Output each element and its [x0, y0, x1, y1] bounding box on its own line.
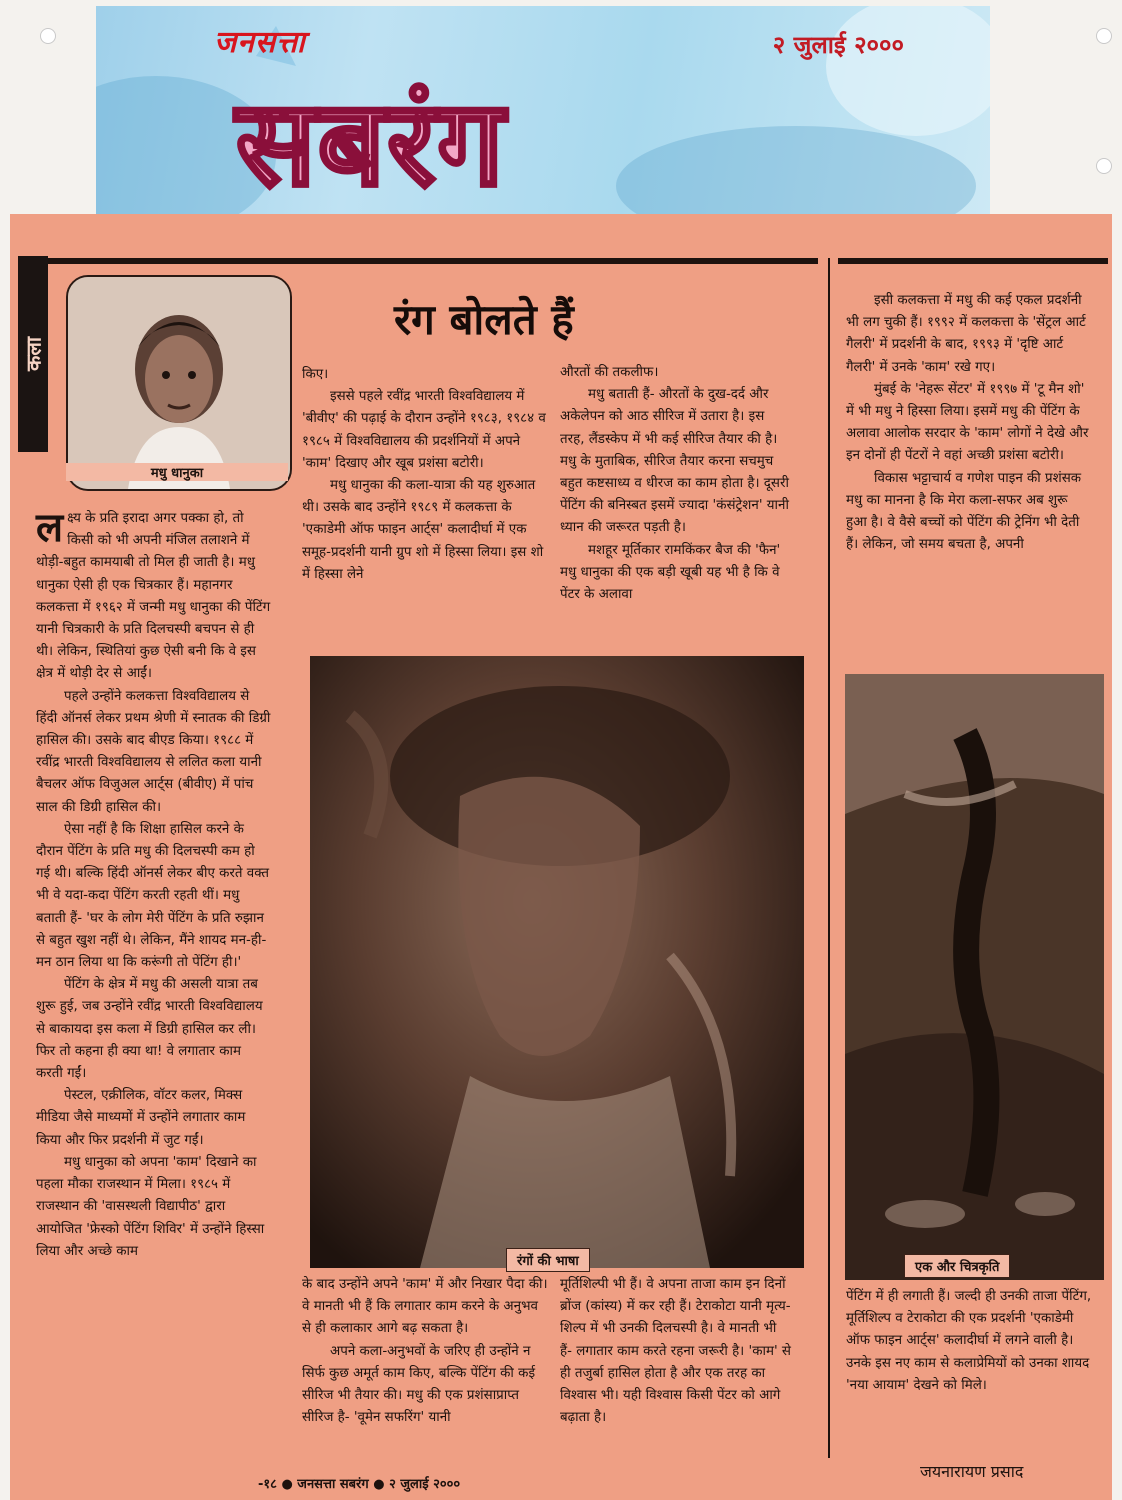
byline: जयनारायण प्रसाद [920, 1462, 1024, 1481]
article-paragraph: औरतों की तकलीफ। [560, 365, 659, 380]
top-rule [18, 258, 818, 264]
right-column-rule [838, 258, 1108, 264]
section-tab: कला [18, 256, 48, 452]
article-paragraph: लक्ष्य के प्रति इरादा अगर पक्का हो, तो किसी को भी अपनी मंजिल तलाशने में थोड़ी-बहुत कामयाबी तो मिल ही जाती है। मधु धानुका ऐसी ही एक चित्रकार हैं। महानगर कलकत्ता में १९६२ में जन्मी मधु धानुका की पेंटिंग यानी चित्रकारी के प्रति दिलचस्पी बचपन से ही थी। लेकिन, स्थितियां कुछ ऐसी बनी कि वे इस क्षेत्र में थोड़ी देर से आईं। [36, 505, 271, 682]
article-column-3-continued [560, 1274, 792, 1429]
article-column-3 [560, 362, 792, 606]
binder-hole [1096, 158, 1112, 174]
main-painting [310, 656, 804, 1268]
author-portrait [66, 275, 292, 491]
article-paragraph: मधु बताती हैं- औरतों के दुख-दर्द और अकेलेपन को आठ सीरिज में उतारा है। इस तरह, लैंडस्केप में भी कई सीरिज तैयार की है। मधु के मुताबिक, सीरिज तैयार करना सचमुच बहुत कष्टसाध्य व धीरज का काम होता है। दूसरी पेंटिंग की बनिस्बत इसमें ज्यादा 'कंसंट्रेशन' यानी ध्यान की जरूरत पड़ती है। [560, 387, 789, 536]
article-paragraph: पेंटिंग में ही लगाती हैं। जल्दी ही उनकी ताजा पेंटिंग, मूर्तिशिल्प व टेराकोटा की एक प्रदर्शनी 'एकाडेमी ऑफ फाइन आर्ट्स' कलादीर्घा में लगने वाली है। उनके इस नए काम से कलाप्रेमियों को उनका शायद 'नया आयाम' देखने को मिले। [846, 1289, 1092, 1393]
article-paragraph: इसी कलकत्ता में मधु की कई एकल प्रदर्शनी भी लग चुकी हैं। १९९२ में कलकत्ता के 'सेंट्रल आर्ट गैलरी' में प्रदर्शनी के बाद, १९९३ में 'दृष्टि आर्ट गैलरी' में उनके 'काम' रखे गए। [846, 293, 1086, 375]
side-painting [845, 674, 1104, 1280]
article-column-2-continued [302, 1274, 548, 1429]
article-paragraph: किए। [302, 367, 329, 382]
column-divider [828, 258, 830, 1458]
dropcap: ल [36, 505, 64, 551]
painting-image [310, 656, 804, 1268]
article-column-2 [302, 364, 548, 586]
main-painting-caption: रंगों की भाषा [506, 1248, 590, 1272]
article-paragraph: पहले उन्होंने कलकत्ता विश्वविद्यालय से हिंदी ऑनर्स लेकर प्रथम श्रेणी में स्नातक की डिग्री हासिल की। उसके बाद बीएड किया। १९८८ में रवींद्र भारती विश्वविद्यालय से ललित कला यानी बैचलर ऑफ विजुअल आर्ट्स (बीवीए) में पांच साल की डिग्री हासिल की। [36, 688, 271, 815]
binder-hole [1096, 28, 1112, 44]
article-paragraph: मधु धानुका की कला-यात्रा की यह शुरुआत थी। उसके बाद उन्होंने १९८९ में कलकत्ता के 'एकाडेमी ऑफ फाइन आर्ट्स' कलादीर्घा में एक समूह-प्रदर्शनी यानी ग्रुप शो में हिस्सा लिया। इस शो में हिस्सा लेने [302, 478, 544, 582]
article-paragraph: मशहूर मूर्तिकार रामकिंकर बैज की 'फैन' मधु धानुका की एक बड़ी खूबी यह भी है कि वे पेंटर के अलावा [560, 542, 781, 603]
page-footer: -१८ ● जनसत्ता सबरंग ● २ जुलाई २००० [258, 1477, 461, 1492]
article-paragraph: पेंटिंग के क्षेत्र में मधु की असली यात्रा तब शुरू हुई, जब उन्होंने रवींद्र भारती विश्वविद्यालय से बाकायदा इस कला में डिग्री हासिल कर ली। फिर तो कहना ही क्या था! वे लगातार काम करती गईं। [36, 977, 263, 1082]
article-column-1 [36, 505, 272, 1263]
article-paragraph: अपने कला-अनुभवों के जरिए ही उन्होंने न सिर्फ कुछ अमूर्त काम किए, बल्कि पेंटिंग की कई सीरिज भी तैयार की। मधु की एक प्रशंसाप्राप्त सीरिज है- 'वूमेन सफरिंग' यानी [302, 1343, 536, 1426]
article-column-4 [846, 290, 1092, 556]
issue-date: २ जुलाई २००० [772, 31, 904, 59]
portrait-image [68, 277, 290, 489]
side-painting-caption: एक और चित्रकृति [904, 1254, 1010, 1278]
article-paragraph: ऐसा नहीं है कि शिक्षा हासिल करने के दौरान पेंटिंग के प्रति मधु की दिलचस्पी कम हो गई थी। बल्कि हिंदी ऑनर्स लेकर बीए करते वक्त भी वे यदा-कदा पेंटिंग करती रहती थीं। मधु बताती हैं- 'घर के लोग मेरी पेंटिंग के प्रति रुझान से बहुत खुश नहीं थे। लेकिन, मैंने शायद मन-ही-मन ठान लिया था कि करूंगी तो पेंटिंग ही।' [36, 821, 270, 971]
masthead-title: सबरंग [236, 74, 506, 212]
masthead-banner [96, 6, 990, 228]
article-paragraph: विकास भट्टाचार्य व गणेश पाइन की प्रशंसक मधु का मानना है कि मेरा कला-सफर अब शुरू हुआ है। वे वैसे बच्चों को पेंटिंग की ट्रेनिंग भी देती हैं। लेकिन, जो समय बचता है, अपनी [846, 470, 1082, 553]
paper-name: जनसत्ता [214, 25, 306, 60]
article-paragraph: मुंबई के 'नेहरू सेंटर' में १९९७ में 'टू मैन शो' में भी मधु ने हिस्सा लिया। इसमें मधु की पेंटिंग के अलावा आलोक सरदार के 'काम' लोगों ने देखे और इन दोनों ही पेंटरों ने वहां अच्छी प्रशंसा बटोरी। [846, 381, 1089, 464]
article-headline: रंग बोलते हैं [394, 295, 574, 344]
painting-image [845, 674, 1104, 1280]
portrait-caption: मधु धानुका [66, 463, 288, 481]
article-paragraph: मधु धानुका को अपना 'काम' दिखाने का पहला मौका राजस्थान में मिला। १९८५ में राजस्थान की 'वासस्थली विद्यापीठ' द्वारा आयोजित 'फ्रेस्को पेंटिंग शिविर' में उन्होंने हिस्सा लिया और अच्छे काम [36, 1154, 265, 1259]
article-paragraph: इससे पहले रवींद्र भारती विश्वविद्यालय में 'बीवीए' की पढ़ाई के दौरान उन्होंने १९८३, १९८४ व १९८५ में विश्वविद्यालय की प्रदर्शनियों में अपने 'काम' दिखाए और खूब प्रशंसा बटोरी। [302, 389, 546, 471]
binder-hole [40, 28, 56, 44]
article-paragraph: मूर्तिशिल्पी भी हैं। वे अपना ताजा काम इन दिनों ब्रोंज (कांस्य) में कर रही हैं। टेराकोटा यानी मृत्य-शिल्प में भी उनकी दिलचस्पी है। वे मानती भी हैं- लगातार काम करते रहना जरूरी है। 'काम' से ही तजुर्बा हासिल होता है और एक तरह का विश्वास भी। यही विश्वास किसी पेंटर को आगे बढ़ाता है। [560, 1277, 791, 1426]
article-paragraph: के बाद उन्होंने अपने 'काम' में और निखार पैदा की। वे मानती भी हैं कि लगातार काम करने के अनुभव से ही कलाकार आगे बढ़ सकता है। [302, 1277, 548, 1337]
article-column-4-continued [846, 1286, 1092, 1397]
article-paragraph: पेस्टल, एक्रीलिक, वॉटर कलर, मिक्स मीडिया जैसे माध्यमों में उन्होंने लगातार काम किया और फिर प्रदर्शनी में जुट गईं। [36, 1088, 246, 1148]
